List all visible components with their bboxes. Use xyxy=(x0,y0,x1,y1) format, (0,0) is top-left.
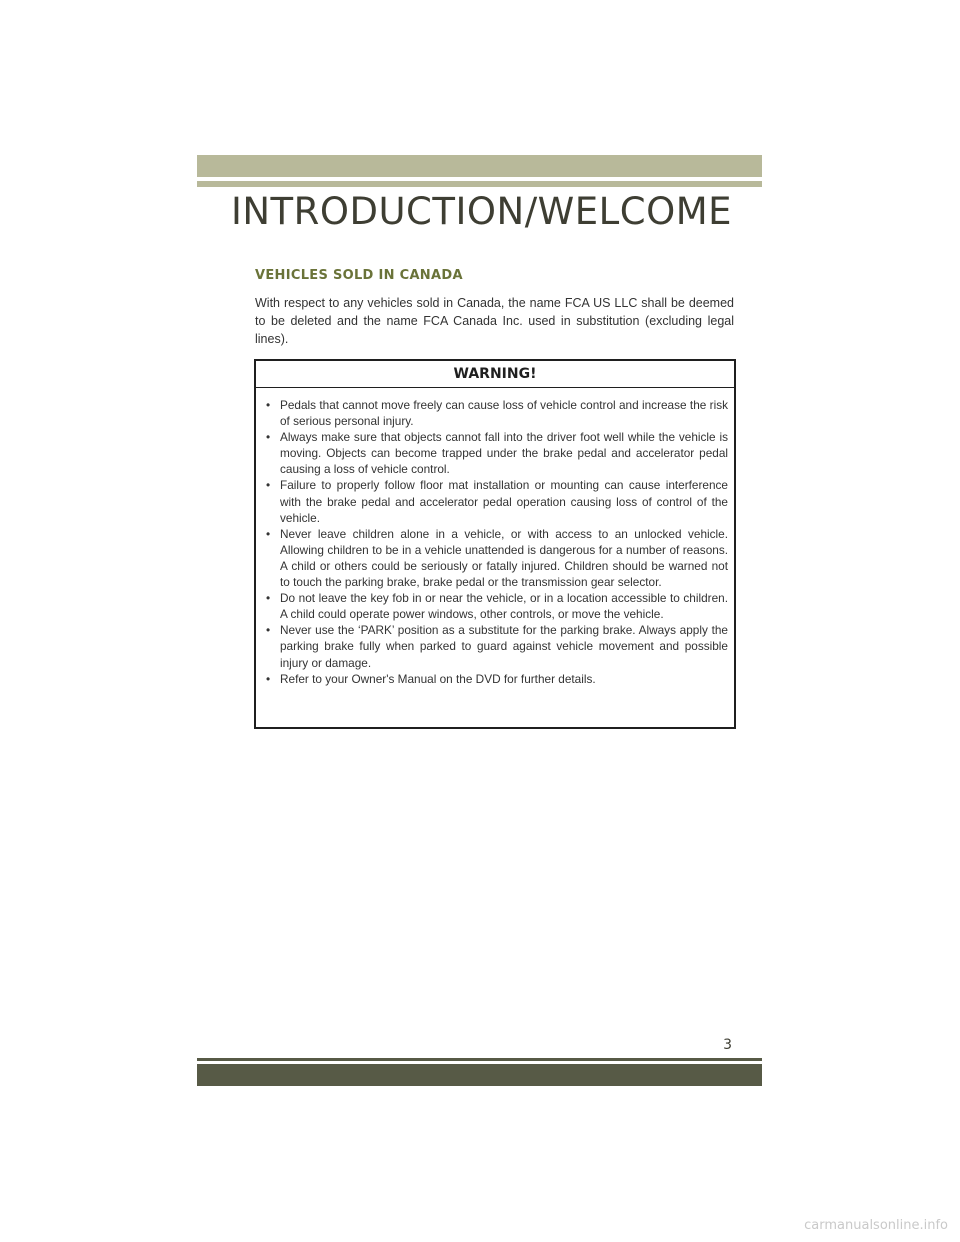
warning-item-text: Never leave children alone in a vehicle, or with access to an unlocked vehicle. Allowing children to be in a vehicle unattended is dangerous for a number of reasons. A child or others could be seriously or fatally injured. Children should be warned not to touch the parking brake, brake pedal or the transmission gear selector. xyxy=(280,526,728,590)
header-rule xyxy=(197,181,762,187)
warning-item-text: Refer to your Owner's Manual on the DVD for further details. xyxy=(280,671,596,686)
warning-item-text: Failure to properly follow floor mat installation or mounting can cause interference with the brake pedal and accelerator pedal operation causing loss of control of the vehicle. xyxy=(280,478,728,525)
warning-item xyxy=(264,397,728,429)
bullet-icon: • xyxy=(266,526,271,541)
warning-item-text: Never use the ‘PARK’ position as a substitute for the parking brake. Always apply the parking brake fully when parked to guard against vehicle movement and possible injury or damage. xyxy=(280,623,728,670)
section-title: INTRODUCTION/WELCOME xyxy=(230,190,732,233)
footer-rule xyxy=(197,1058,762,1061)
warning-item xyxy=(264,671,728,687)
footer-band xyxy=(197,1064,762,1086)
warning-item-text: Do not leave the key fob in or near the vehicle, or in a location accessible to children. A child could operate power windows, other controls, or move the vehicle. xyxy=(280,591,728,622)
warning-item-text: Always make sure that objects cannot fall into the driver foot well while the vehicle is moving. Objects can become trapped under the brake pedal and accelerator pedal causing a loss of vehicle control. xyxy=(280,430,728,477)
section-heading: VEHICLES SOLD IN CANADA xyxy=(255,268,463,283)
warning-item xyxy=(264,429,728,477)
warning-item xyxy=(264,477,728,525)
warning-title: WARNING! xyxy=(256,361,734,388)
page-number: 3 xyxy=(723,1037,732,1053)
section-paragraph: With respect to any vehicles sold in Canada, the name FCA US LLC shall be deemed to be deleted and the name FCA Canada Inc. used in substitution (excluding legal lines). xyxy=(255,296,734,346)
warning-box xyxy=(254,359,736,729)
warning-list xyxy=(256,388,734,687)
header-band xyxy=(197,155,762,177)
bullet-icon: • xyxy=(266,430,271,445)
bullet-icon: • xyxy=(266,623,271,638)
warning-item xyxy=(264,590,728,622)
warning-item xyxy=(264,622,728,670)
bullet-icon: • xyxy=(266,478,271,493)
watermark: carmanualsonline.info xyxy=(804,1218,948,1233)
bullet-icon: • xyxy=(266,671,271,686)
bullet-icon: • xyxy=(266,591,271,606)
warning-item-text: Pedals that cannot move freely can cause loss of vehicle control and increase the risk of serious personal injury. xyxy=(280,398,728,429)
bullet-icon: • xyxy=(266,398,271,412)
warning-item xyxy=(264,526,728,590)
